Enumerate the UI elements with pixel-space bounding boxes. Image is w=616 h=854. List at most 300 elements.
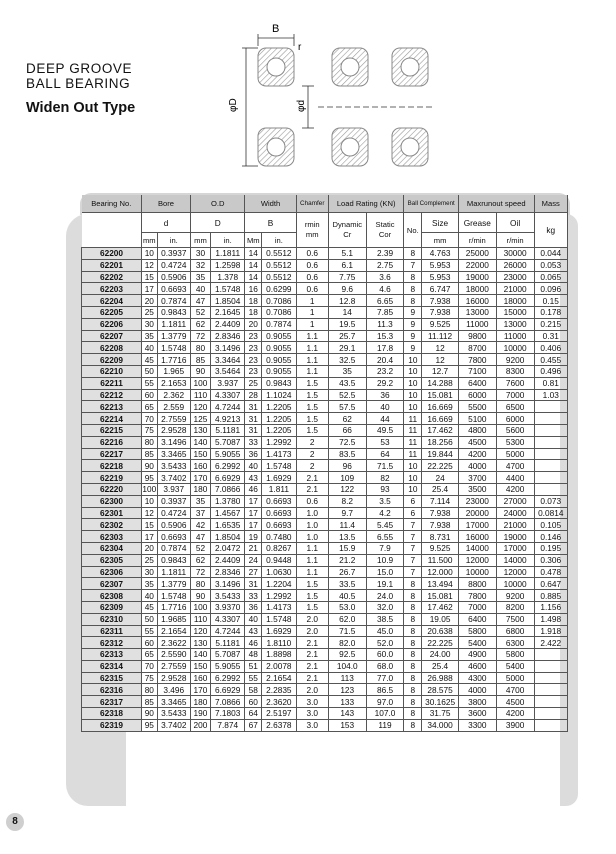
table-cell: 11	[404, 424, 422, 436]
table-cell: 0.81	[534, 377, 567, 389]
table-cell: 5800	[496, 649, 534, 661]
table-cell: 10	[404, 377, 422, 389]
table-cell: 96	[328, 460, 366, 472]
table-cell: 32	[190, 259, 210, 271]
table-cell: 40	[366, 401, 404, 413]
table-cell: 52.5	[328, 389, 366, 401]
table-cell: 3.0	[296, 708, 328, 720]
table-cell: 4600	[458, 660, 496, 672]
title-line-1: DEEP GROOVE	[26, 61, 133, 76]
bearing-cross-section-diagram	[222, 18, 452, 178]
table-cell: 4.763	[422, 248, 459, 260]
table-cell: 72.5	[328, 436, 366, 448]
table-cell: 8	[404, 271, 422, 283]
table-cell: 1.1	[296, 542, 328, 554]
table-cell: 110	[190, 389, 210, 401]
table-cell: 70	[142, 660, 158, 672]
table-cell: 5500	[458, 401, 496, 413]
table-cell: 1.2992	[262, 590, 296, 602]
table-cell: 4000	[458, 684, 496, 696]
table-row	[82, 507, 568, 519]
table-header-row-2	[82, 213, 568, 233]
table-cell: 2.5197	[262, 708, 296, 720]
table-cell: 7.938	[422, 519, 459, 531]
table-cell: 0.9055	[262, 342, 296, 354]
table-cell: 0.0814	[534, 507, 567, 519]
table-cell: 14	[245, 271, 262, 283]
table-cell: 0.7874	[262, 318, 296, 330]
table-cell: 3500	[458, 483, 496, 495]
table-cell: 7	[404, 259, 422, 271]
table-cell: 6.6929	[210, 684, 244, 696]
table-cell: 57.5	[328, 401, 366, 413]
table-cell: 2.422	[534, 637, 567, 649]
subhead-static-label: Static	[375, 220, 395, 229]
table-cell: 4200	[458, 448, 496, 460]
table-cell: 1.8898	[262, 649, 296, 661]
table-cell: 11000	[458, 318, 496, 330]
table-cell: 109	[328, 472, 366, 484]
table-cell: 25	[142, 306, 158, 318]
table-cell: 9	[404, 330, 422, 342]
table-cell: 40	[245, 613, 262, 625]
table-cell: 3.3465	[157, 448, 190, 460]
table-cell: 1.4567	[210, 507, 244, 519]
table-cell: 0.9055	[262, 330, 296, 342]
table-cell: 6.65	[366, 295, 404, 307]
bearing-number-cell: 62207	[82, 330, 142, 342]
table-cell: 1	[296, 318, 328, 330]
table-cell: 1.5	[296, 377, 328, 389]
table-cell: 6	[404, 507, 422, 519]
table-cell: 14.288	[422, 377, 459, 389]
table-cell: 1.378	[210, 271, 244, 283]
table-cell: 0.647	[534, 578, 567, 590]
table-cell: 7600	[496, 377, 534, 389]
subhead-rmin-unit: mm	[305, 230, 319, 239]
table-cell: 1.3780	[210, 495, 244, 507]
table-cell: 7.114	[422, 495, 459, 507]
table-cell: 26.7	[328, 566, 366, 578]
bearing-number-cell: 62304	[82, 542, 142, 554]
label-bore-diameter: φd	[296, 99, 307, 112]
table-cell: 40	[190, 283, 210, 295]
table-cell	[534, 413, 567, 425]
table-cell: 3900	[496, 719, 534, 731]
table-row	[82, 365, 568, 377]
bearing-number-cell: 62201	[82, 259, 142, 271]
table-cell: 3.0	[296, 696, 328, 708]
table-cell: 10.9	[366, 554, 404, 566]
table-cell: 1.5	[296, 424, 328, 436]
table-row	[82, 613, 568, 625]
table-cell: 11000	[496, 330, 534, 342]
title-line-2: BALL BEARING	[26, 76, 131, 91]
table-cell: 9	[404, 342, 422, 354]
table-cell: 2.75	[366, 259, 404, 271]
bearing-number-cell: 62307	[82, 578, 142, 590]
table-cell: 75	[142, 672, 158, 684]
table-cell: 5.953	[422, 271, 459, 283]
table-cell: 0.5906	[157, 519, 190, 531]
table-cell: 19.1	[366, 578, 404, 590]
table-cell: 55	[142, 377, 158, 389]
bearing-number-cell: 62310	[82, 613, 142, 625]
table-cell: 24	[245, 554, 262, 566]
table-cell: 95	[142, 719, 158, 731]
table-cell: 5600	[496, 424, 534, 436]
table-cell: 62	[190, 554, 210, 566]
table-cell: 8.731	[422, 531, 459, 543]
table-cell: 0.9843	[157, 306, 190, 318]
table-cell: 0.6693	[157, 283, 190, 295]
table-cell: 6.2992	[210, 460, 244, 472]
table-cell: 6400	[458, 377, 496, 389]
table-cell: 34.000	[422, 719, 459, 731]
table-body	[82, 248, 568, 732]
bearing-number-cell: 62315	[82, 672, 142, 684]
bearing-number-cell: 62314	[82, 660, 142, 672]
table-cell	[534, 696, 567, 708]
table-cell: 1.5	[296, 389, 328, 401]
table-row	[82, 401, 568, 413]
table-cell: 5.9055	[210, 448, 244, 460]
table-cell: 26000	[496, 259, 534, 271]
unit-oil-rmin: r/min	[496, 233, 534, 248]
table-row	[82, 424, 568, 436]
table-cell: 2.1	[296, 472, 328, 484]
table-cell: 85	[142, 448, 158, 460]
table-cell: 22.225	[422, 637, 459, 649]
table-cell: 1.9685	[157, 613, 190, 625]
table-cell: 3.5433	[210, 590, 244, 602]
table-cell: 2.362	[157, 389, 190, 401]
table-cell: 10	[404, 483, 422, 495]
table-cell: 7.874	[210, 719, 244, 731]
table-row	[82, 377, 568, 389]
table-cell: 8	[404, 248, 422, 260]
subhead-d: d	[142, 213, 191, 233]
table-cell: 4300	[458, 672, 496, 684]
table-row	[82, 672, 568, 684]
table-cell: 0.306	[534, 554, 567, 566]
bearing-number-cell: 62212	[82, 389, 142, 401]
table-cell: 71.5	[328, 625, 366, 637]
table-cell	[534, 684, 567, 696]
table-cell: 0.044	[534, 248, 567, 260]
table-cell: 1.2992	[262, 436, 296, 448]
col-width: Width	[245, 195, 296, 213]
table-cell: 21000	[496, 283, 534, 295]
table-cell: 123	[328, 684, 366, 696]
table-cell: 13000	[496, 318, 534, 330]
table-cell: 23000	[496, 271, 534, 283]
bearing-number-cell: 62215	[82, 424, 142, 436]
table-cell: 93	[366, 483, 404, 495]
table-cell: 1.6929	[262, 472, 296, 484]
table-cell: 9.7	[328, 507, 366, 519]
table-cell: 2.1	[296, 637, 328, 649]
table-row	[82, 566, 568, 578]
table-cell: 97.0	[366, 696, 404, 708]
table-cell: 15.3	[366, 330, 404, 342]
table-cell: 0.7480	[262, 531, 296, 543]
table-cell: 1.2205	[262, 413, 296, 425]
table-cell: 120	[190, 401, 210, 413]
bearing-number-cell: 62303	[82, 531, 142, 543]
table-row	[82, 660, 568, 672]
table-cell: 0.6693	[262, 519, 296, 531]
table-cell: 190	[190, 708, 210, 720]
table-cell: 20.4	[366, 354, 404, 366]
table-cell: 2.1654	[262, 672, 296, 684]
table-row	[82, 295, 568, 307]
bearing-number-cell: 62300	[82, 495, 142, 507]
table-cell: 12	[142, 507, 158, 519]
table-cell: 0.885	[534, 590, 567, 602]
table-cell: 0.053	[534, 259, 567, 271]
table-row	[82, 684, 568, 696]
subhead-grease: Grease	[458, 213, 496, 233]
table-cell: 3.3464	[210, 354, 244, 366]
table-cell: 5.1181	[210, 637, 244, 649]
bearing-number-cell: 62306	[82, 566, 142, 578]
table-cell: 18000	[458, 283, 496, 295]
bearing-number-cell: 62317	[82, 696, 142, 708]
table-cell: 0.6	[296, 495, 328, 507]
table-cell: 52	[190, 306, 210, 318]
table-cell: 51	[245, 660, 262, 672]
bearing-number-cell: 62205	[82, 306, 142, 318]
table-cell: 1.156	[534, 601, 567, 613]
table-cell: 10000	[496, 342, 534, 354]
table-cell: 17.8	[366, 342, 404, 354]
table-cell: 10	[404, 354, 422, 366]
table-cell: 7500	[496, 613, 534, 625]
table-cell: 0.195	[534, 542, 567, 554]
table-cell: 31	[245, 401, 262, 413]
table-cell: 19.844	[422, 448, 459, 460]
table-cell: 31	[245, 424, 262, 436]
table-cell: 26.988	[422, 672, 459, 684]
table-cell: 7.75	[328, 271, 366, 283]
table-cell: 8	[404, 578, 422, 590]
bearing-number-cell: 62309	[82, 601, 142, 613]
table-cell: 4200	[496, 483, 534, 495]
table-cell: 5100	[458, 413, 496, 425]
table-cell: 5.7087	[210, 649, 244, 661]
table-cell: 64	[245, 708, 262, 720]
table-cell: 47	[190, 531, 210, 543]
table-cell: 17.462	[422, 601, 459, 613]
table-cell: 18	[245, 306, 262, 318]
table-cell: 46	[245, 483, 262, 495]
table-cell: 3.1496	[157, 436, 190, 448]
table-cell: 85	[142, 696, 158, 708]
table-cell: 33	[245, 590, 262, 602]
table-cell: 12	[422, 354, 459, 366]
table-cell	[534, 436, 567, 448]
subhead-static	[366, 213, 404, 248]
table-cell: 40	[142, 590, 158, 602]
table-cell: 65	[142, 649, 158, 661]
table-cell	[534, 472, 567, 484]
table-cell: 0.6693	[157, 531, 190, 543]
table-cell: 90	[190, 365, 210, 377]
table-cell: 9	[404, 318, 422, 330]
table-row	[82, 318, 568, 330]
table-cell: 19	[245, 531, 262, 543]
table-cell: 2.9528	[157, 672, 190, 684]
bearing-spec-table	[81, 195, 568, 732]
table-cell: 3.5433	[157, 708, 190, 720]
table-cell: 4.2	[366, 507, 404, 519]
table-cell: 52	[190, 542, 210, 554]
table-cell: 3.937	[157, 483, 190, 495]
table-cell: 35	[142, 578, 158, 590]
table-row	[82, 472, 568, 484]
table-cell: 0.4724	[157, 259, 190, 271]
table-cell: 6500	[496, 401, 534, 413]
table-row	[82, 448, 568, 460]
unit-width-mm: Mm	[245, 233, 262, 248]
table-cell: 0.6693	[262, 495, 296, 507]
table-cell: 19.05	[422, 613, 459, 625]
table-cell: 82	[366, 472, 404, 484]
table-cell: 8	[404, 590, 422, 602]
bearing-left-section	[258, 48, 294, 166]
table-cell: 2.3622	[157, 637, 190, 649]
table-cell: 48	[245, 649, 262, 661]
table-row	[82, 601, 568, 613]
table-cell: 15.081	[422, 590, 459, 602]
table-cell: 0.9448	[262, 554, 296, 566]
table-cell: 160	[190, 460, 210, 472]
table-row	[82, 389, 568, 401]
table-cell: 5400	[496, 660, 534, 672]
subhead-D: D	[190, 213, 244, 233]
table-cell: 1.5748	[157, 590, 190, 602]
table-row	[82, 554, 568, 566]
table-cell: 13.5	[328, 531, 366, 543]
table-cell: 23	[245, 354, 262, 366]
bearing-number-cell: 62313	[82, 649, 142, 661]
table-cell: 30000	[496, 248, 534, 260]
table-cell: 0.6	[296, 248, 328, 260]
table-cell: 1.8110	[262, 637, 296, 649]
label-r: r	[298, 42, 302, 53]
table-cell: 104.0	[328, 660, 366, 672]
table-cell: 4800	[458, 424, 496, 436]
table-cell: 2.0078	[262, 660, 296, 672]
table-cell: 6000	[458, 389, 496, 401]
table-cell: 25000	[458, 248, 496, 260]
table-row	[82, 342, 568, 354]
table-cell: 1.1	[296, 342, 328, 354]
table-cell: 6.747	[422, 283, 459, 295]
table-cell: 12000	[458, 554, 496, 566]
table-cell: 7.938	[422, 306, 459, 318]
table-cell: 7800	[458, 590, 496, 602]
table-cell: 18000	[496, 295, 534, 307]
table-cell: 1.1024	[262, 389, 296, 401]
table-cell: 113	[328, 672, 366, 684]
table-cell: 10	[404, 472, 422, 484]
table-cell: 43	[245, 472, 262, 484]
table-cell: 200	[190, 719, 210, 731]
table-cell: 1.5	[296, 413, 328, 425]
subhead-dynamic-cr: Cr	[343, 230, 352, 239]
table-cell: 1.8504	[210, 531, 244, 543]
table-row	[82, 708, 568, 720]
table-cell: 30.1625	[422, 696, 459, 708]
table-row	[82, 495, 568, 507]
table-cell: 1.1	[296, 330, 328, 342]
table-cell: 2.0	[296, 625, 328, 637]
table-cell: 0.9843	[262, 377, 296, 389]
table-cell: 12.8	[328, 295, 366, 307]
table-cell: 8	[404, 625, 422, 637]
bearing-number-cell: 62214	[82, 413, 142, 425]
table-row	[82, 519, 568, 531]
table-cell: 3.3465	[157, 696, 190, 708]
table-cell: 24.00	[422, 649, 459, 661]
table-cell: 0.9843	[157, 554, 190, 566]
table-cell: 1.5748	[262, 460, 296, 472]
table-cell: 8	[404, 613, 422, 625]
table-cell: 7.938	[422, 295, 459, 307]
table-cell: 3700	[458, 472, 496, 484]
table-cell: 1.5748	[262, 613, 296, 625]
table-cell: 3.937	[210, 377, 244, 389]
table-cell: 100	[190, 601, 210, 613]
table-cell: 20.638	[422, 625, 459, 637]
table-cell: 17	[142, 531, 158, 543]
table-cell: 14000	[496, 554, 534, 566]
table-cell: 8	[404, 708, 422, 720]
table-cell: 44	[366, 413, 404, 425]
table-row	[82, 259, 568, 271]
bearing-number-cell: 62305	[82, 554, 142, 566]
unit-size-mm: mm	[422, 233, 459, 248]
table-row	[82, 531, 568, 543]
table-cell: 35	[190, 271, 210, 283]
table-cell: 28.575	[422, 684, 459, 696]
table-row	[82, 649, 568, 661]
table-cell: 17	[245, 519, 262, 531]
table-cell: 1.3779	[157, 578, 190, 590]
table-cell: 5300	[496, 436, 534, 448]
table-cell: 7.9	[366, 542, 404, 554]
table-cell: 25.4	[422, 483, 459, 495]
table-cell: 6000	[496, 413, 534, 425]
table-cell: 18	[245, 295, 262, 307]
table-row	[82, 625, 568, 637]
bearing-number-cell: 62319	[82, 719, 142, 731]
table-row	[82, 719, 568, 731]
bearing-number-cell: 62204	[82, 295, 142, 307]
table-cell: 77.0	[366, 672, 404, 684]
table-cell: 92.5	[328, 649, 366, 661]
table-cell: 1.1	[296, 365, 328, 377]
table-cell: 28	[245, 389, 262, 401]
table-cell: 19000	[458, 271, 496, 283]
table-cell: 7.1803	[210, 708, 244, 720]
bearing-number-cell: 62209	[82, 354, 142, 366]
table-cell: 8	[404, 295, 422, 307]
table-cell: 5.953	[422, 259, 459, 271]
table-cell: 150	[190, 448, 210, 460]
